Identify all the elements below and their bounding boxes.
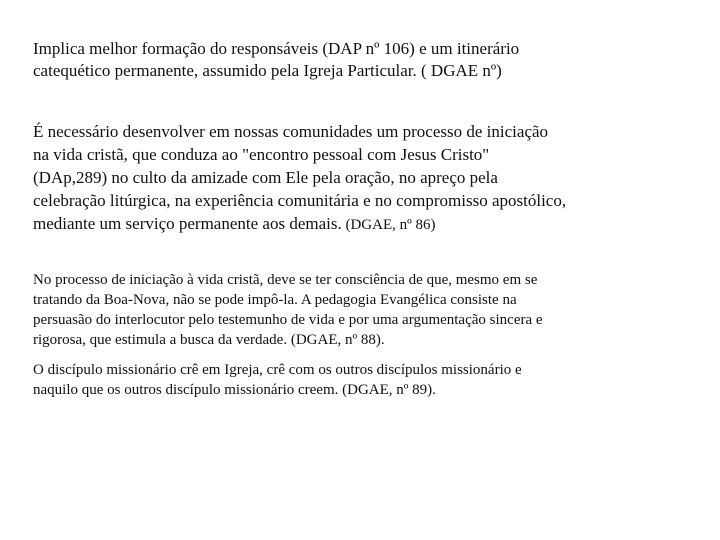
text-line: No processo de iniciação à vida cristã, deve se ter consciência de que, mesmo em se bbox=[33, 272, 538, 288]
text-line: persuasão do interlocutor pelo testemunho de vida e por uma argumentação sincera e bbox=[33, 312, 543, 328]
text-line: celebração litúrgica, na experiência comunitária e no compromisso apostólico, bbox=[33, 191, 567, 210]
text-line: naquilo que os outros discípulo missionário creem. (DGAE, nº 89). bbox=[33, 382, 436, 398]
text-line-with-reference bbox=[33, 212, 566, 237]
text-line: (DAp,289) no culto da amizade com Ele pela oração, no apreço pela bbox=[33, 168, 498, 187]
text-line: na vida cristã, que conduza ao "encontro pessoal com Jesus Cristo" bbox=[33, 145, 490, 164]
text-line: catequético permanente, assumido pela Igreja Particular. ( DGAE nº) bbox=[33, 61, 502, 80]
text-line: mediante um serviço permanente aos demais. bbox=[33, 214, 342, 233]
text-line: tratando da Boa-Nova, não se pode impô-la. A pedagogia Evangélica consiste na bbox=[33, 292, 517, 308]
paragraph-dgae-88 bbox=[33, 270, 543, 350]
text-line: O discípulo missionário crê em Igreja, crê com os outros discípulos missionário e bbox=[33, 362, 522, 378]
text-line: É necessário desenvolver em nossas comunidades um processo de iniciação bbox=[33, 122, 549, 141]
paragraph-dap-106 bbox=[33, 38, 519, 82]
text-line: Implica melhor formação do responsáveis (DAP nº 106) e um itinerário bbox=[33, 39, 520, 58]
paragraph-dgae-89 bbox=[33, 360, 522, 400]
text-line: rigorosa, que estimula a busca da verdade. (DGAE, nº 88). bbox=[33, 332, 385, 348]
paragraph-dgae-86 bbox=[33, 120, 566, 237]
citation-reference: (DGAE, nº 86) bbox=[341, 217, 436, 233]
